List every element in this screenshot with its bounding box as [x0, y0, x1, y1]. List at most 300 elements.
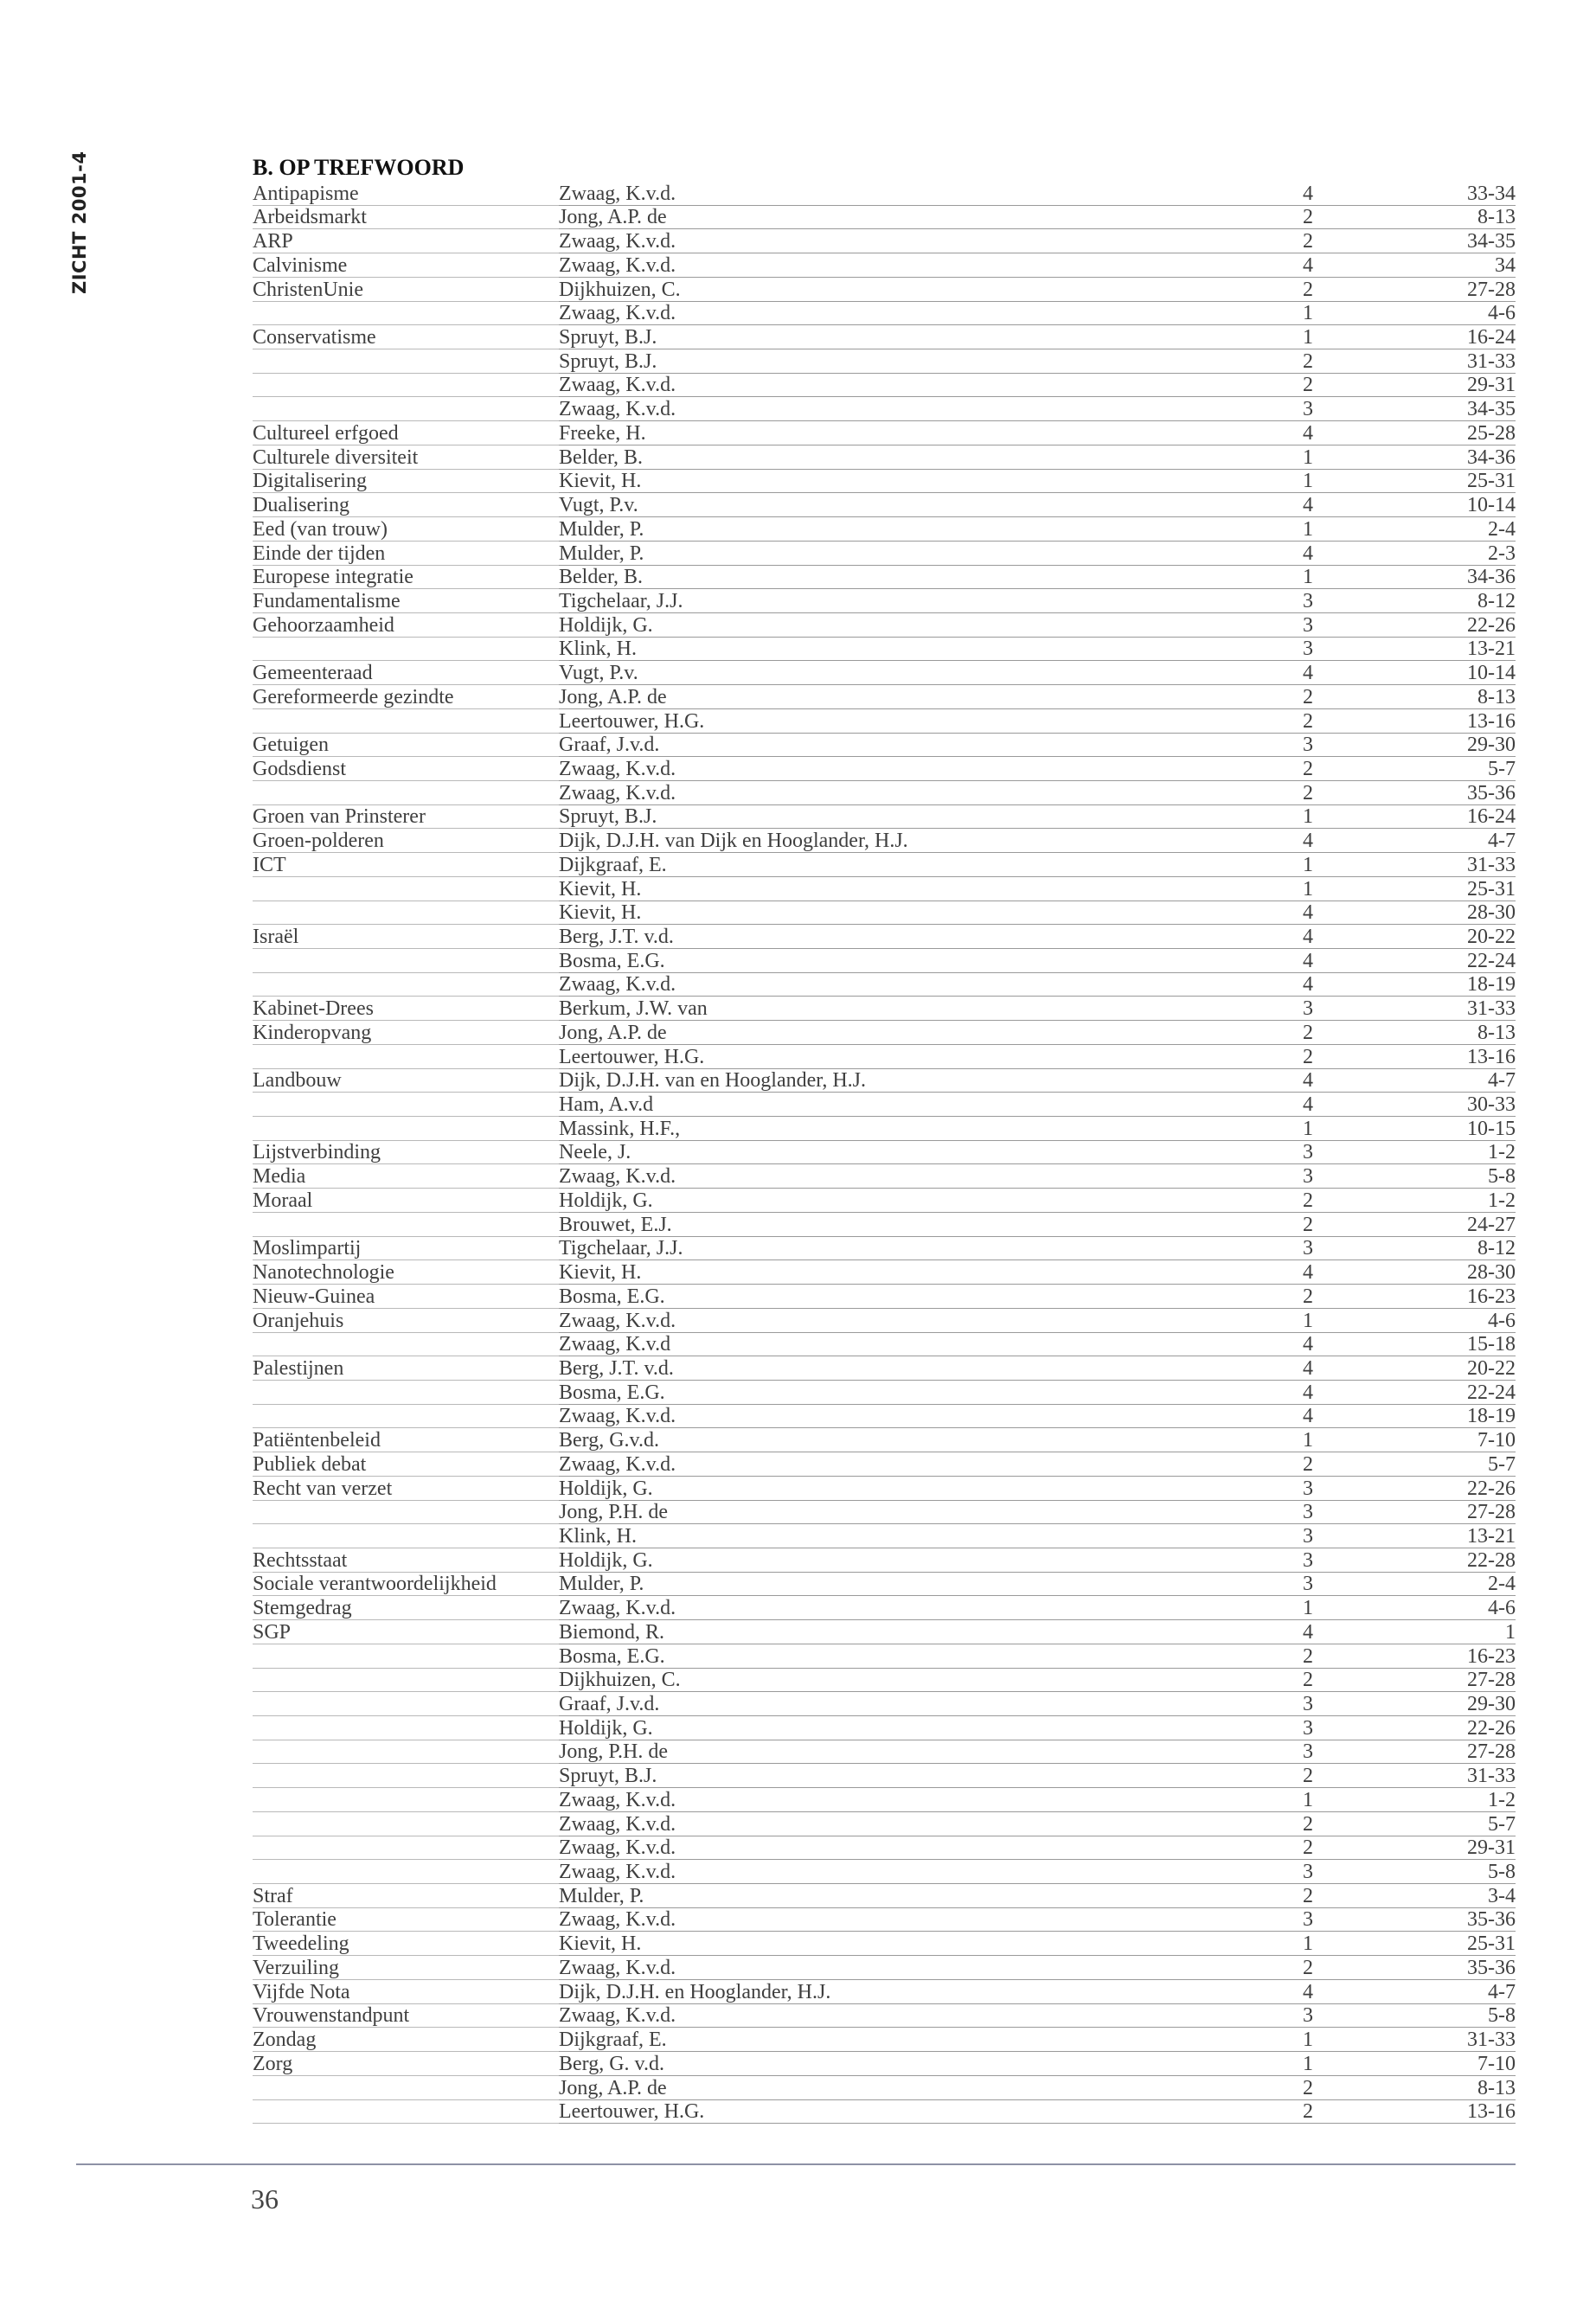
issue-cell: 3: [1291, 1548, 1325, 1572]
pages-cell: 34-36: [1325, 565, 1516, 589]
pages-cell: 35-36: [1325, 1956, 1516, 1980]
table-row: [253, 1117, 1516, 1141]
author-cell: Zwaag, K.v.d.: [559, 182, 1291, 205]
author-cell: Kievit, H.: [559, 1260, 1291, 1285]
author-cell: Jong, A.P. de: [559, 1021, 1291, 1045]
pages-cell: 31-33: [1325, 997, 1516, 1021]
topic-cell: [253, 1404, 559, 1428]
issue-cell: 3: [1291, 1500, 1325, 1524]
pages-cell: 2-4: [1325, 517, 1516, 542]
table-row: [253, 277, 1516, 301]
topic-cell: [253, 301, 559, 325]
topic-cell: [253, 949, 559, 973]
pages-cell: 18-19: [1325, 972, 1516, 997]
author-cell: Dijkgraaf, E.: [559, 2028, 1291, 2052]
pages-cell: 34-36: [1325, 445, 1516, 469]
table-row: [253, 1811, 1516, 1836]
table-row: [253, 829, 1516, 853]
table-row: [253, 301, 1516, 325]
pages-cell: 8-13: [1325, 205, 1516, 229]
author-cell: Berg, G.v.d.: [559, 1428, 1291, 1452]
table-row: [253, 1332, 1516, 1356]
author-cell: Vugt, P.v.: [559, 661, 1291, 685]
pages-cell: 4-6: [1325, 1308, 1516, 1332]
pages-cell: 27-28: [1325, 1740, 1516, 1764]
table-row: [253, 1692, 1516, 1716]
table-row: [253, 901, 1516, 925]
author-cell: Holdijk, G.: [559, 1476, 1291, 1500]
topic-cell: Tolerantie: [253, 1907, 559, 1932]
pages-cell: 8-12: [1325, 1236, 1516, 1260]
author-cell: Bosma, E.G.: [559, 1380, 1291, 1404]
topic-cell: Recht van verzet: [253, 1476, 559, 1500]
topic-cell: Verzuiling: [253, 1956, 559, 1980]
issue-cell: 2: [1291, 1189, 1325, 1213]
issue-cell: 4: [1291, 949, 1325, 973]
topic-cell: Digitalisering: [253, 469, 559, 493]
topic-cell: Media: [253, 1164, 559, 1189]
author-cell: Jong, P.H. de: [559, 1740, 1291, 1764]
topic-cell: [253, 1117, 559, 1141]
issue-cell: 1: [1291, 2028, 1325, 2052]
topic-cell: [253, 1788, 559, 1812]
topic-cell: Eed (van trouw): [253, 517, 559, 542]
topic-cell: Patiëntenbeleid: [253, 1428, 559, 1452]
author-cell: Zwaag, K.v.d.: [559, 780, 1291, 804]
author-cell: Mulder, P.: [559, 541, 1291, 565]
pages-cell: 13-21: [1325, 637, 1516, 661]
pages-cell: 29-31: [1325, 373, 1516, 397]
topic-cell: Gereformeerde gezindte: [253, 685, 559, 709]
topic-cell: [253, 1093, 559, 1117]
issue-cell: 3: [1291, 397, 1325, 421]
topic-cell: Einde der tijden: [253, 541, 559, 565]
topic-cell: Getuigen: [253, 733, 559, 757]
table-row: [253, 1788, 1516, 1812]
topic-cell: Gemeenteraad: [253, 661, 559, 685]
issue-cell: 1: [1291, 1932, 1325, 1956]
table-row: [253, 804, 1516, 829]
pages-cell: 1-2: [1325, 1788, 1516, 1812]
author-cell: Mulder, P.: [559, 1572, 1291, 1596]
issue-cell: 2: [1291, 1044, 1325, 1068]
pages-cell: 24-27: [1325, 1212, 1516, 1236]
author-cell: Dijkhuizen, C.: [559, 1668, 1291, 1692]
issue-cell: 3: [1291, 1860, 1325, 1884]
author-cell: Leertouwer, H.G.: [559, 708, 1291, 733]
pages-cell: 1: [1325, 1620, 1516, 1644]
pages-cell: 29-30: [1325, 733, 1516, 757]
issue-cell: 4: [1291, 972, 1325, 997]
topic-cell: Moraal: [253, 1189, 559, 1213]
topic-cell: [253, 1811, 559, 1836]
topic-cell: Rechtsstaat: [253, 1548, 559, 1572]
topic-cell: ARP: [253, 229, 559, 253]
author-cell: Zwaag, K.v.d.: [559, 1452, 1291, 1477]
author-cell: Spruyt, B.J.: [559, 325, 1291, 349]
table-row: [253, 1236, 1516, 1260]
author-cell: Jong, A.P. de: [559, 2075, 1291, 2099]
issue-cell: 3: [1291, 733, 1325, 757]
table-row: [253, 1404, 1516, 1428]
issue-cell: 2: [1291, 1452, 1325, 1477]
author-cell: Zwaag, K.v.d.: [559, 972, 1291, 997]
issue-cell: 4: [1291, 1380, 1325, 1404]
topic-cell: [253, 1668, 559, 1692]
topic-cell: Landbouw: [253, 1068, 559, 1093]
topic-cell: Vijfde Nota: [253, 1979, 559, 2003]
author-cell: Leertouwer, H.G.: [559, 1044, 1291, 1068]
author-cell: Zwaag, K.v.d.: [559, 1596, 1291, 1620]
pages-cell: 20-22: [1325, 925, 1516, 949]
issue-cell: 4: [1291, 901, 1325, 925]
author-cell: Tigchelaar, J.J.: [559, 589, 1291, 613]
table-row: [253, 757, 1516, 781]
topic-cell: [253, 373, 559, 397]
author-cell: Zwaag, K.v.d.: [559, 1164, 1291, 1189]
author-cell: Bosma, E.G.: [559, 1644, 1291, 1668]
table-row: [253, 397, 1516, 421]
pages-cell: 34-35: [1325, 397, 1516, 421]
page-number: 36: [251, 2183, 279, 2214]
issue-cell: 2: [1291, 708, 1325, 733]
topic-cell: Arbeidsmarkt: [253, 205, 559, 229]
topic-cell: ChristenUnie: [253, 277, 559, 301]
issue-cell: 1: [1291, 301, 1325, 325]
table-row: [253, 1260, 1516, 1285]
table-row: [253, 1860, 1516, 1884]
topic-cell: [253, 1500, 559, 1524]
table-row: [253, 421, 1516, 445]
issue-cell: 2: [1291, 2075, 1325, 2099]
author-cell: Zwaag, K.v.d.: [559, 1788, 1291, 1812]
pages-cell: 8-13: [1325, 2075, 1516, 2099]
author-cell: Spruyt, B.J.: [559, 349, 1291, 374]
table-row: [253, 949, 1516, 973]
table-row: [253, 589, 1516, 613]
pages-cell: 29-31: [1325, 1836, 1516, 1860]
table-row: [253, 1620, 1516, 1644]
pages-cell: 2-3: [1325, 541, 1516, 565]
issue-cell: 3: [1291, 1164, 1325, 1189]
topic-cell: Israël: [253, 925, 559, 949]
issue-cell: 1: [1291, 469, 1325, 493]
pages-cell: 16-23: [1325, 1644, 1516, 1668]
table-row: [253, 853, 1516, 877]
topic-cell: Groen-polderen: [253, 829, 559, 853]
pages-cell: 4-6: [1325, 301, 1516, 325]
issue-cell: 4: [1291, 493, 1325, 517]
table-row: [253, 1068, 1516, 1093]
pages-cell: 13-16: [1325, 2099, 1516, 2124]
author-cell: Zwaag, K.v.d.: [559, 1404, 1291, 1428]
issue-cell: 3: [1291, 1740, 1325, 1764]
author-cell: Kievit, H.: [559, 1932, 1291, 1956]
topic-cell: Kabinet-Drees: [253, 997, 559, 1021]
footer-rule: [76, 2163, 1516, 2165]
topic-cell: Godsdienst: [253, 757, 559, 781]
table-row: [253, 1380, 1516, 1404]
issue-cell: 4: [1291, 1620, 1325, 1644]
issue-cell: 3: [1291, 2003, 1325, 2028]
pages-cell: 5-7: [1325, 757, 1516, 781]
issue-cell: 3: [1291, 997, 1325, 1021]
issue-cell: 2: [1291, 229, 1325, 253]
issue-cell: 1: [1291, 1308, 1325, 1332]
issue-cell: 2: [1291, 373, 1325, 397]
pages-cell: 16-23: [1325, 1285, 1516, 1309]
table-row: [253, 349, 1516, 374]
issue-cell: 2: [1291, 1884, 1325, 1908]
table-row: [253, 1164, 1516, 1189]
table-row: [253, 469, 1516, 493]
topic-cell: [253, 1524, 559, 1548]
table-row: [253, 1956, 1516, 1980]
topic-cell: [253, 780, 559, 804]
table-row: [253, 1716, 1516, 1740]
pages-cell: 25-31: [1325, 1932, 1516, 1956]
pages-cell: 27-28: [1325, 277, 1516, 301]
table-row: [253, 253, 1516, 278]
pages-cell: 7-10: [1325, 1428, 1516, 1452]
pages-cell: 7-10: [1325, 2052, 1516, 2076]
pages-cell: 31-33: [1325, 2028, 1516, 2052]
pages-cell: 4-6: [1325, 1596, 1516, 1620]
topic-cell: [253, 397, 559, 421]
issue-cell: 2: [1291, 205, 1325, 229]
issue-cell: 3: [1291, 1572, 1325, 1596]
author-cell: Dijkhuizen, C.: [559, 277, 1291, 301]
topic-cell: [253, 1764, 559, 1788]
issue-cell: 4: [1291, 253, 1325, 278]
author-cell: Zwaag, K.v.d.: [559, 1956, 1291, 1980]
pages-cell: 4-7: [1325, 1068, 1516, 1093]
issue-cell: 4: [1291, 1404, 1325, 1428]
pages-cell: 25-28: [1325, 421, 1516, 445]
table-row: [253, 1093, 1516, 1117]
table-row: [253, 1189, 1516, 1213]
topic-cell: [253, 2099, 559, 2124]
author-cell: Jong, P.H. de: [559, 1500, 1291, 1524]
author-cell: Zwaag, K.v.d.: [559, 373, 1291, 397]
pages-cell: 3-4: [1325, 1884, 1516, 1908]
table-row: [253, 1452, 1516, 1477]
author-cell: Mulder, P.: [559, 1884, 1291, 1908]
author-cell: Graaf, J.v.d.: [559, 733, 1291, 757]
table-row: [253, 1548, 1516, 1572]
table-row: [253, 1572, 1516, 1596]
table-row: [253, 997, 1516, 1021]
author-cell: Graaf, J.v.d.: [559, 1692, 1291, 1716]
pages-cell: 34: [1325, 253, 1516, 278]
author-cell: Jong, A.P. de: [559, 685, 1291, 709]
issue-cell: 2: [1291, 1764, 1325, 1788]
author-cell: Dijk, D.J.H. van Dijk en Hooglander, H.J.: [559, 829, 1291, 853]
author-cell: Zwaag, K.v.d.: [559, 2003, 1291, 2028]
issue-cell: 1: [1291, 565, 1325, 589]
author-cell: Klink, H.: [559, 1524, 1291, 1548]
topic-cell: [253, 1380, 559, 1404]
pages-cell: 10-14: [1325, 661, 1516, 685]
author-cell: Vugt, P.v.: [559, 493, 1291, 517]
topic-cell: Zondag: [253, 2028, 559, 2052]
author-cell: Zwaag, K.v.d.: [559, 1811, 1291, 1836]
author-cell: Zwaag, K.v.d.: [559, 1907, 1291, 1932]
author-cell: Bosma, E.G.: [559, 949, 1291, 973]
topic-cell: [253, 1644, 559, 1668]
author-cell: Berg, J.T. v.d.: [559, 1356, 1291, 1381]
issue-cell: 2: [1291, 277, 1325, 301]
table-row: [253, 1668, 1516, 1692]
issue-cell: 1: [1291, 1596, 1325, 1620]
section-title: B. OP TREFWOORD: [253, 155, 465, 180]
topic-cell: [253, 1836, 559, 1860]
issue-cell: 2: [1291, 1644, 1325, 1668]
topic-cell: [253, 1332, 559, 1356]
issue-cell: 4: [1291, 541, 1325, 565]
issue-cell: 4: [1291, 1093, 1325, 1117]
table-row: [253, 2052, 1516, 2076]
table-row: [253, 925, 1516, 949]
pages-cell: 10-14: [1325, 493, 1516, 517]
author-cell: Kievit, H.: [559, 876, 1291, 901]
index-table-body: [253, 182, 1516, 2124]
table-row: [253, 1884, 1516, 1908]
issue-cell: 1: [1291, 853, 1325, 877]
pages-cell: 22-24: [1325, 949, 1516, 973]
issue-cell: 4: [1291, 421, 1325, 445]
topic-cell: Lijstverbinding: [253, 1140, 559, 1164]
topic-cell: Calvinisme: [253, 253, 559, 278]
pages-cell: 28-30: [1325, 901, 1516, 925]
author-cell: Berg, G. v.d.: [559, 2052, 1291, 2076]
issue-cell: 4: [1291, 1332, 1325, 1356]
table-row: [253, 1476, 1516, 1500]
author-cell: Leertouwer, H.G.: [559, 2099, 1291, 2124]
table-row: [253, 493, 1516, 517]
author-cell: Kievit, H.: [559, 469, 1291, 493]
author-cell: Zwaag, K.v.d.: [559, 253, 1291, 278]
issue-cell: 4: [1291, 182, 1325, 205]
topic-cell: [253, 637, 559, 661]
pages-cell: 4-7: [1325, 1979, 1516, 2003]
author-cell: Berkum, J.W. van: [559, 997, 1291, 1021]
pages-cell: 5-7: [1325, 1811, 1516, 1836]
table-row: [253, 1932, 1516, 1956]
pages-cell: 31-33: [1325, 853, 1516, 877]
author-cell: Tigchelaar, J.J.: [559, 1236, 1291, 1260]
topic-cell: [253, 349, 559, 374]
table-row: [253, 1428, 1516, 1452]
topic-cell: Vrouwenstandpunt: [253, 2003, 559, 2028]
pages-cell: 16-24: [1325, 325, 1516, 349]
author-cell: Berg, J.T. v.d.: [559, 925, 1291, 949]
issue-cell: 2: [1291, 1811, 1325, 1836]
author-cell: Massink, H.F.,: [559, 1117, 1291, 1141]
author-cell: Freeke, H.: [559, 421, 1291, 445]
issue-cell: 4: [1291, 1356, 1325, 1381]
topic-cell: Culturele diversiteit: [253, 445, 559, 469]
issue-cell: 2: [1291, 349, 1325, 374]
pages-cell: 10-15: [1325, 1117, 1516, 1141]
pages-cell: 27-28: [1325, 1668, 1516, 1692]
author-cell: Bosma, E.G.: [559, 1285, 1291, 1309]
table-row: [253, 517, 1516, 542]
table-row: [253, 2003, 1516, 2028]
issue-cell: 1: [1291, 1788, 1325, 1812]
topic-cell: [253, 876, 559, 901]
issue-cell: 1: [1291, 1117, 1325, 1141]
pages-cell: 34-35: [1325, 229, 1516, 253]
table-row: [253, 1596, 1516, 1620]
pages-cell: 35-36: [1325, 1907, 1516, 1932]
pages-cell: 4-7: [1325, 829, 1516, 853]
pages-cell: 30-33: [1325, 1093, 1516, 1117]
author-cell: Zwaag, K.v.d.: [559, 757, 1291, 781]
pages-cell: 16-24: [1325, 804, 1516, 829]
topic-cell: Europese integratie: [253, 565, 559, 589]
author-cell: Zwaag, K.v.d.: [559, 1860, 1291, 1884]
issue-cell: 2: [1291, 1836, 1325, 1860]
table-row: [253, 637, 1516, 661]
table-row: [253, 182, 1516, 205]
issue-cell: 4: [1291, 829, 1325, 853]
table-row: [253, 1021, 1516, 1045]
table-row: [253, 205, 1516, 229]
issue-cell: 1: [1291, 804, 1325, 829]
pages-cell: 8-12: [1325, 589, 1516, 613]
issue-cell: 3: [1291, 1692, 1325, 1716]
topic-cell: Cultureel erfgoed: [253, 421, 559, 445]
issue-cell: 3: [1291, 1236, 1325, 1260]
pages-cell: 22-28: [1325, 1548, 1516, 1572]
pages-cell: 5-8: [1325, 1164, 1516, 1189]
topic-cell: SGP: [253, 1620, 559, 1644]
topic-cell: [253, 2075, 559, 2099]
topic-cell: ICT: [253, 853, 559, 877]
pages-cell: 25-31: [1325, 469, 1516, 493]
topic-cell: Conservatisme: [253, 325, 559, 349]
issue-cell: 3: [1291, 589, 1325, 613]
issue-cell: 2: [1291, 1212, 1325, 1236]
author-cell: Belder, B.: [559, 565, 1291, 589]
table-row: [253, 876, 1516, 901]
topic-cell: Antipapisme: [253, 182, 559, 205]
author-cell: Zwaag, K.v.d.: [559, 301, 1291, 325]
table-row: [253, 661, 1516, 685]
issue-cell: 3: [1291, 612, 1325, 637]
pages-cell: 1-2: [1325, 1140, 1516, 1164]
table-row: [253, 1907, 1516, 1932]
table-row: [253, 1212, 1516, 1236]
table-row: [253, 565, 1516, 589]
topic-cell: Stemgedrag: [253, 1596, 559, 1620]
topic-cell: Zorg: [253, 2052, 559, 2076]
issue-cell: 1: [1291, 517, 1325, 542]
topic-cell: Palestijnen: [253, 1356, 559, 1381]
topic-cell: Tweedeling: [253, 1932, 559, 1956]
author-cell: Spruyt, B.J.: [559, 1764, 1291, 1788]
table-row: [253, 541, 1516, 565]
topic-cell: Groen van Prinsterer: [253, 804, 559, 829]
topic-cell: Gehoorzaamheid: [253, 612, 559, 637]
author-cell: Dijkgraaf, E.: [559, 853, 1291, 877]
table-row: [253, 612, 1516, 637]
table-row: [253, 708, 1516, 733]
issue-cell: 1: [1291, 325, 1325, 349]
table-row: [253, 1285, 1516, 1309]
table-row: [253, 1500, 1516, 1524]
